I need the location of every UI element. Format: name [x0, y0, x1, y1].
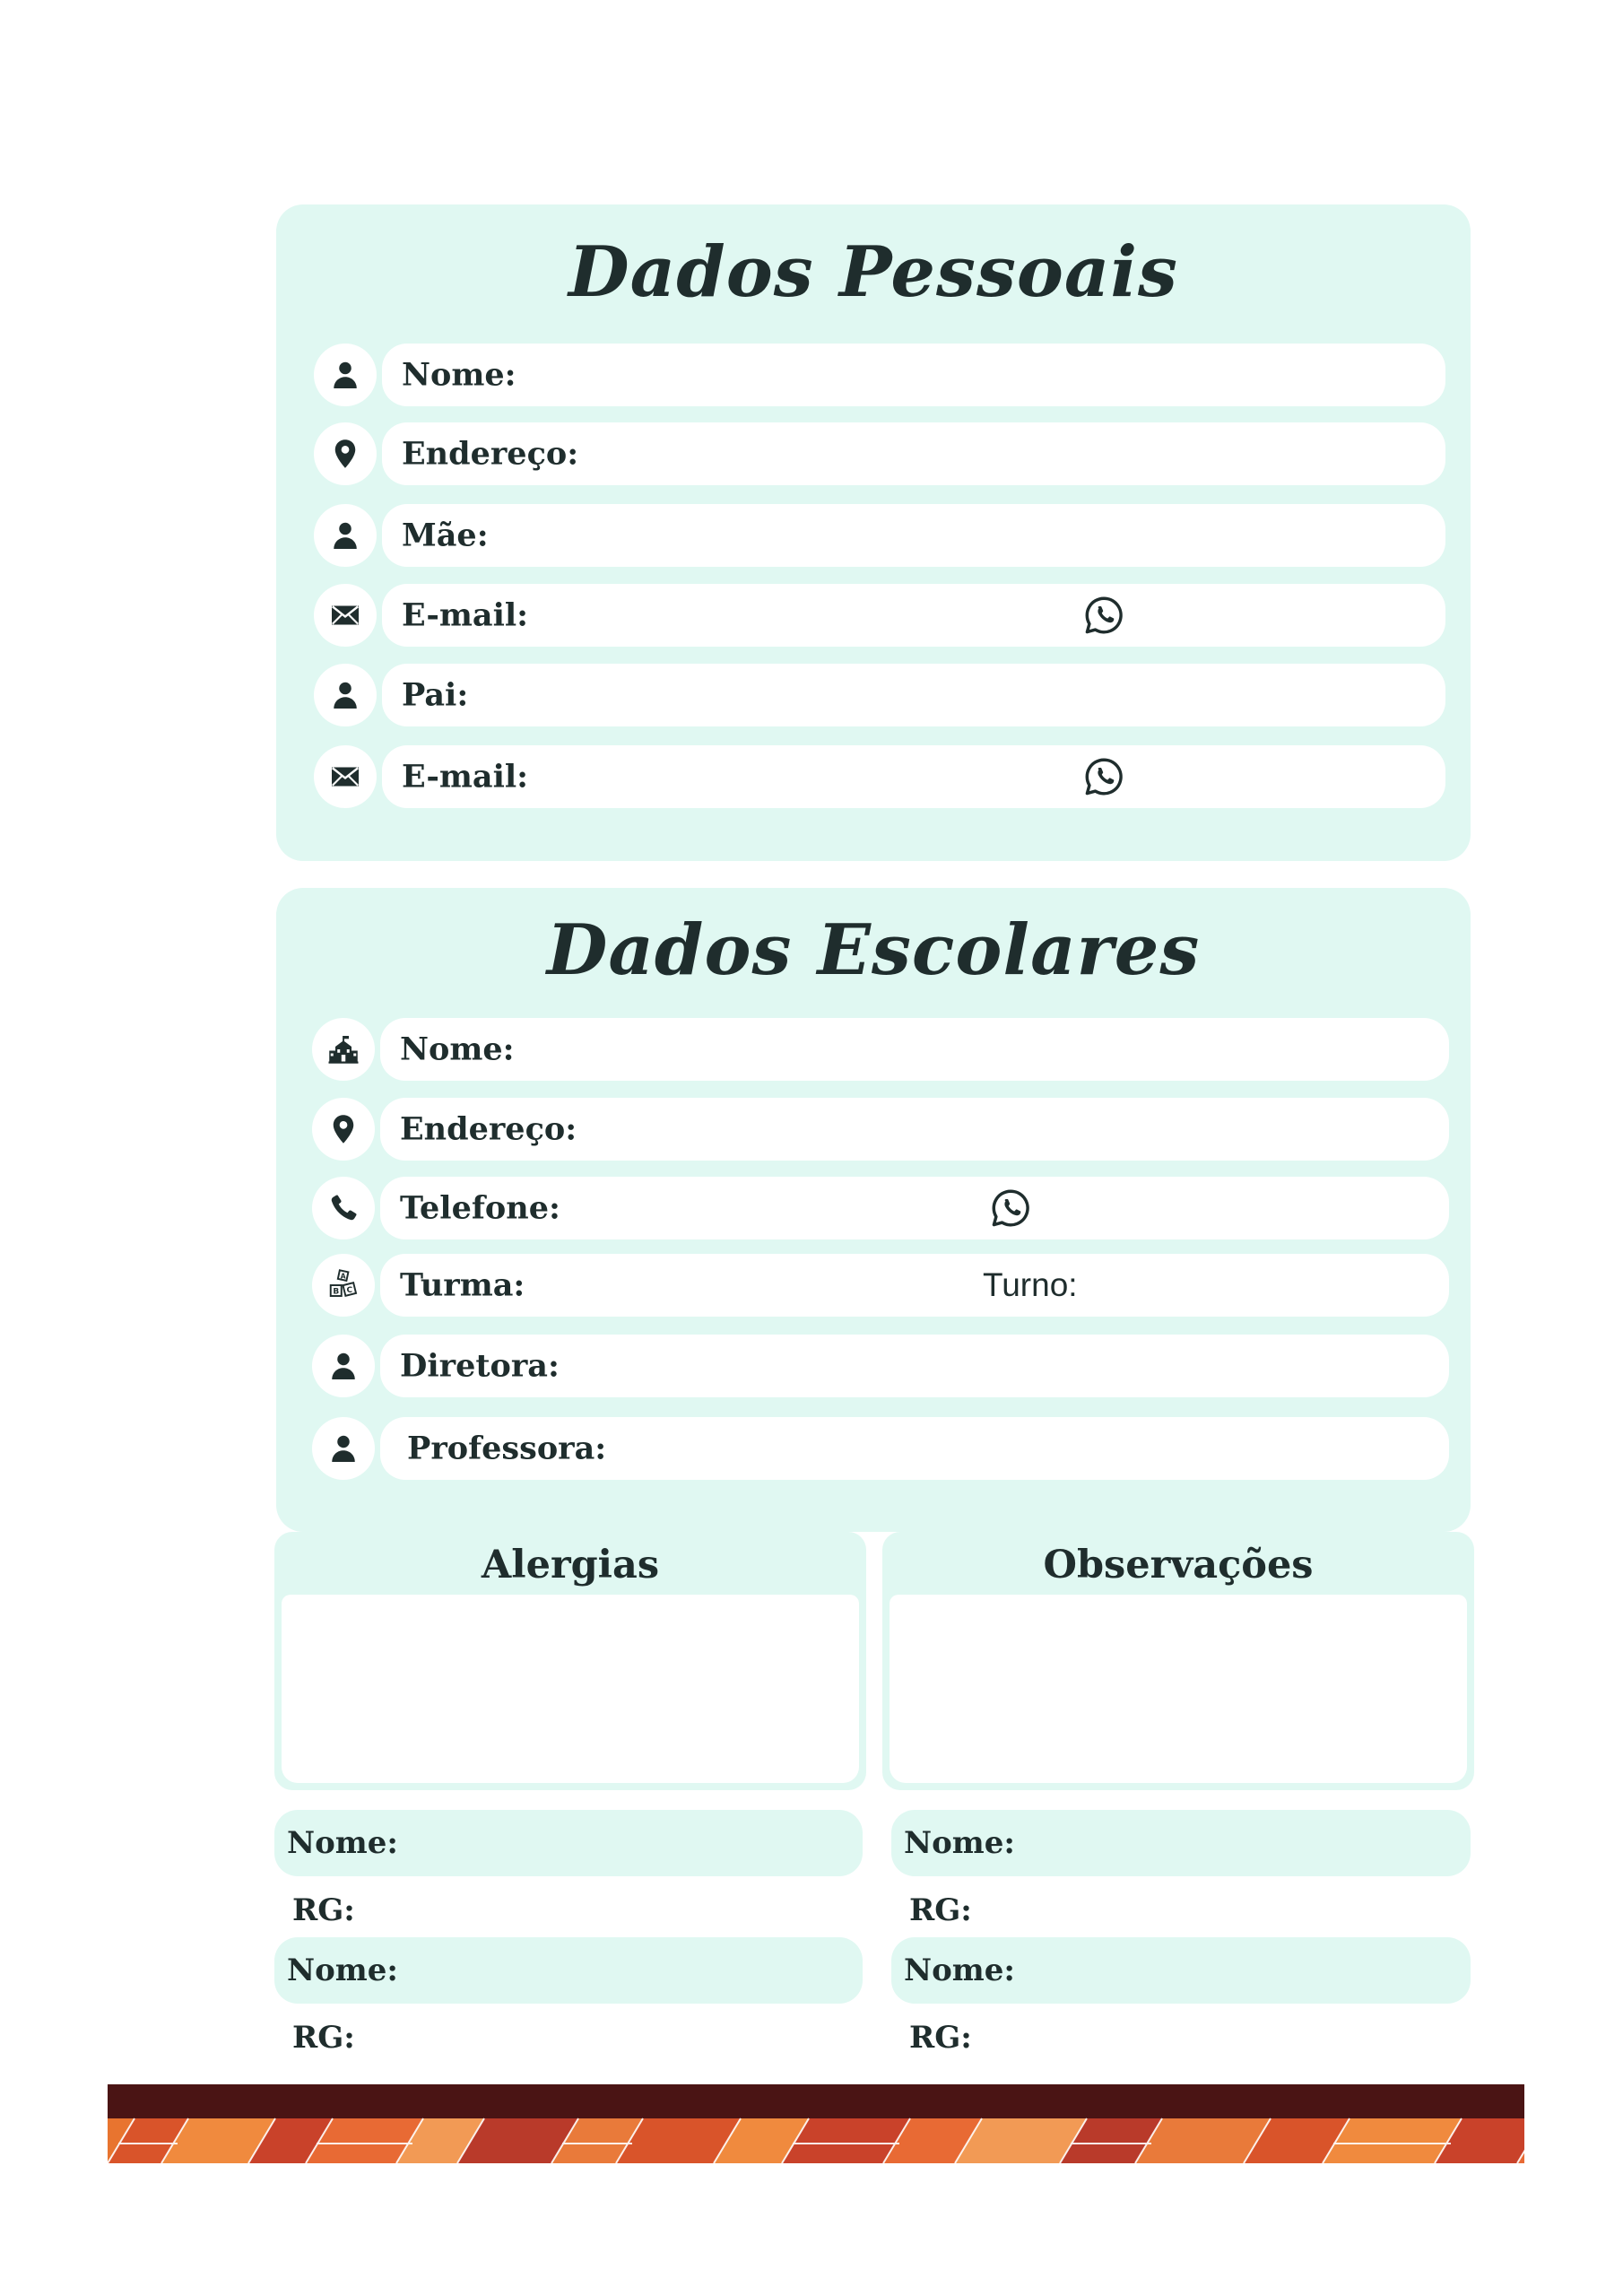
field-label: Endereço: [400, 1110, 577, 1148]
school-endereco-field[interactable] [380, 1098, 1449, 1161]
phone-icon [312, 1177, 375, 1239]
field-label: Diretora: [400, 1347, 560, 1385]
personal-row-endereco [314, 422, 1445, 485]
school-row-telefone [312, 1177, 1449, 1239]
name-label: Nome: [287, 1952, 398, 1988]
turno-label: Turno: [983, 1266, 1078, 1303]
field-label: Turma: [400, 1266, 525, 1304]
personal-data-title: Dados Pessoais [568, 231, 1178, 313]
school-row-nome [312, 1018, 1449, 1081]
field-label: E-mail: [402, 758, 529, 796]
field-label: Pai: [402, 676, 469, 714]
name-label: Nome: [287, 1825, 398, 1861]
rg-label: RG: [909, 2020, 972, 2056]
notes-textarea[interactable] [890, 1595, 1467, 1783]
whatsapp-icon [1083, 756, 1124, 797]
school-professora-field[interactable] [380, 1417, 1449, 1480]
field-label: Telefone: [400, 1189, 560, 1227]
notes-box [882, 1532, 1474, 1790]
school-telefone-field[interactable] [380, 1177, 1449, 1239]
svg-text:C: C [346, 1285, 353, 1295]
school-row-professora [312, 1417, 1449, 1480]
rg-label: RG: [292, 1892, 355, 1928]
school-data-panel [276, 888, 1471, 1532]
personal-email-pai-field[interactable] [382, 745, 1445, 808]
person-icon [314, 344, 377, 406]
school-row-turma [312, 1254, 1449, 1317]
field-label: Nome: [402, 356, 516, 394]
person-icon [314, 664, 377, 726]
allergies-box [274, 1532, 866, 1790]
personal-endereco-field[interactable] [382, 422, 1445, 485]
field-label: Nome: [400, 1031, 515, 1068]
personal-row-email-mae [314, 584, 1445, 647]
rg-label: RG: [292, 2020, 355, 2056]
whatsapp-icon [990, 1187, 1031, 1229]
personal-email-mae-field[interactable] [382, 584, 1445, 647]
allergies-title: Alergias [481, 1543, 660, 1587]
field-label: E-mail: [402, 596, 529, 634]
school-nome-field[interactable] [380, 1018, 1449, 1081]
contact-name-field-4[interactable] [891, 1937, 1471, 2004]
school-data-title: Dados Escolares [546, 909, 1201, 991]
personal-row-pai [314, 664, 1445, 726]
personal-row-email-pai [314, 745, 1445, 808]
school-diretora-field[interactable] [380, 1335, 1449, 1397]
envelope-icon [314, 584, 377, 647]
person-icon [312, 1335, 375, 1397]
envelope-icon [314, 745, 377, 808]
contact-name-field-2[interactable] [891, 1810, 1471, 1876]
school-building-icon [312, 1018, 375, 1081]
contact-name-field-1[interactable] [274, 1810, 863, 1876]
whatsapp-icon [1083, 595, 1124, 636]
wooden-floor-decoration [108, 2084, 1524, 2163]
school-row-endereco [312, 1098, 1449, 1161]
personal-data-panel [276, 204, 1471, 861]
contact-name-field-3[interactable] [274, 1937, 863, 2004]
personal-mae-field[interactable] [382, 504, 1445, 567]
abc-blocks-icon [312, 1254, 375, 1317]
field-label: Mãe: [402, 517, 489, 554]
school-turma-field[interactable] [380, 1254, 1449, 1317]
personal-nome-field[interactable] [382, 344, 1445, 406]
personal-row-nome [314, 344, 1445, 406]
personal-pai-field[interactable] [382, 664, 1445, 726]
school-row-diretora [312, 1335, 1449, 1397]
personal-row-mae [314, 504, 1445, 567]
location-pin-icon [312, 1098, 375, 1161]
field-label: Professora: [407, 1430, 607, 1467]
name-label: Nome: [904, 1825, 1015, 1861]
svg-text:A: A [340, 1272, 346, 1281]
person-icon [312, 1417, 375, 1480]
field-label: Endereço: [402, 435, 579, 473]
name-label: Nome: [904, 1952, 1015, 1988]
location-pin-icon [314, 422, 377, 485]
rg-label: RG: [909, 1892, 972, 1928]
notes-title: Observações [1043, 1543, 1314, 1587]
person-icon [314, 504, 377, 567]
allergies-textarea[interactable] [282, 1595, 859, 1783]
svg-text:B: B [333, 1287, 340, 1297]
